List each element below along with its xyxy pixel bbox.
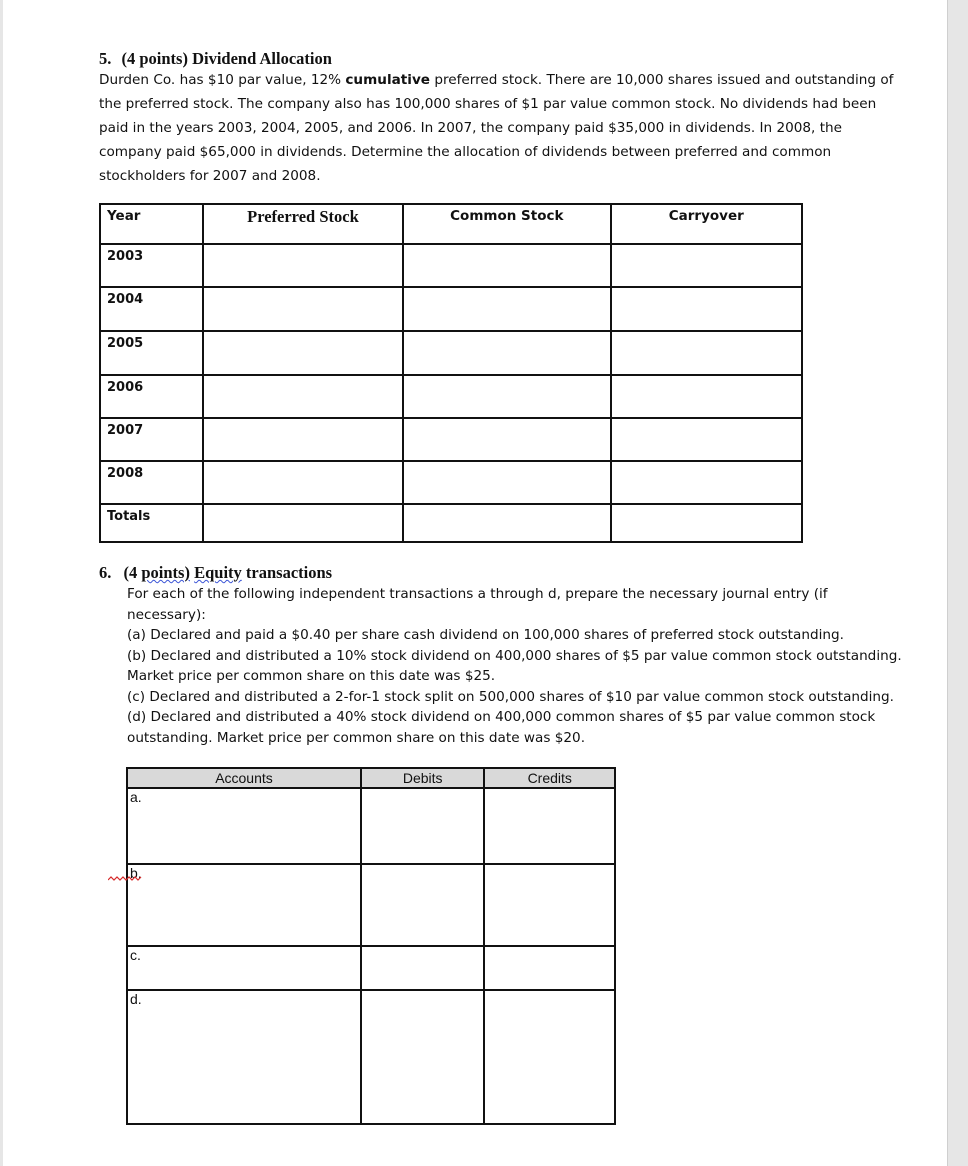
journal-row	[127, 864, 615, 946]
q5-number: 5.	[99, 49, 112, 68]
cell-credit[interactable]	[484, 864, 615, 946]
col-header-preferred-stock: Preferred Stock	[203, 204, 403, 244]
cell-common[interactable]	[403, 244, 610, 287]
q5-text-line: the preferred stock. The company also has 100,000 shares of $1 par value common stock. No dividends had been	[99, 96, 877, 112]
q6-item-b: (b) Declared and distributed a 10% stock dividend on 400,000 shares of $5 par value common stock outstanding.	[127, 647, 902, 664]
q5-heading	[99, 49, 332, 69]
cell-preferred[interactable]	[203, 244, 403, 287]
cell-preferred[interactable]	[203, 287, 403, 331]
cell-common[interactable]	[403, 418, 610, 461]
q5-text-line: company paid $65,000 in dividends. Determine the allocation of dividends between preferred and common	[99, 144, 832, 160]
q6-item-d: (d) Declared and distributed a 40% stock dividend on 400,000 common shares of $5 par value common stock	[127, 709, 876, 725]
q5-text: Durden Co. has $10 par value, 12%	[99, 72, 346, 88]
cell-preferred[interactable]	[203, 504, 403, 542]
journal-row	[127, 788, 615, 864]
page-edge-right	[947, 0, 968, 1166]
q6-text-line: For each of the following independent transactions a through d, prepare the necessary journal entry (if	[127, 586, 828, 602]
table-row	[100, 287, 802, 331]
q6-item-d-cont: outstanding. Market price per common share on this date was $20.	[127, 729, 586, 746]
table-row	[100, 375, 802, 418]
cell-credit[interactable]	[484, 946, 615, 990]
table-row	[100, 331, 802, 375]
cell-preferred[interactable]	[203, 418, 403, 461]
cell-preferred[interactable]	[203, 461, 403, 504]
col-header-carryover: Carryover	[611, 204, 803, 244]
cell-credit[interactable]	[484, 788, 615, 864]
cell-carryover[interactable]	[611, 244, 803, 287]
cell-carryover[interactable]	[611, 418, 803, 461]
q6-item-b-cont: Market price per common share on this date was $25.	[127, 668, 496, 684]
journal-row	[127, 946, 615, 990]
table-row	[100, 461, 802, 504]
row-label-totals: Totals	[100, 504, 203, 542]
cell-common[interactable]	[403, 287, 610, 331]
spellcheck-underline-equity: Equity	[194, 563, 242, 582]
q6-number: 6.	[99, 563, 112, 582]
col-header-debits: Debits	[361, 768, 485, 788]
table-row	[100, 504, 802, 542]
spellcheck-underline-points: points)	[141, 563, 190, 582]
cell-carryover[interactable]	[611, 461, 803, 504]
table-row	[100, 418, 802, 461]
cell-credit[interactable]	[484, 990, 615, 1124]
col-header-credits: Credits	[484, 768, 615, 788]
page-edge-left	[0, 0, 3, 1166]
cell-common[interactable]	[403, 461, 610, 504]
row-label-2004: 2004	[100, 287, 203, 331]
q6-item-c: (c) Declared and distributed a 2-for-1 stock split on 500,000 shares of $10 par value common stock outstanding.	[127, 688, 894, 705]
q6-title: (4 points) Equity transactions	[123, 563, 333, 582]
spellcheck-squiggle-icon	[108, 876, 142, 882]
cell-preferred[interactable]	[203, 331, 403, 375]
q5-title: (4 points) Dividend Allocation	[121, 49, 332, 68]
journal-row-a[interactable]: a.	[127, 788, 361, 864]
q6-paragraph	[127, 584, 927, 748]
col-header-common-stock: Common Stock	[403, 204, 610, 244]
journal-row	[127, 990, 615, 1124]
col-header-year: Year	[100, 204, 203, 244]
row-label-2003: 2003	[100, 244, 203, 287]
row-label-2005: 2005	[100, 331, 203, 375]
cell-debit[interactable]	[361, 864, 485, 946]
cell-carryover[interactable]	[611, 331, 803, 375]
table-header-row	[100, 204, 802, 244]
q5-text-line: stockholders for 2007 and 2008.	[99, 168, 321, 184]
cell-carryover[interactable]	[611, 504, 803, 542]
col-header-accounts: Accounts	[127, 768, 361, 788]
cell-debit[interactable]	[361, 788, 485, 864]
q6-text-line: necessary):	[127, 606, 206, 623]
row-label-2007: 2007	[100, 418, 203, 461]
journal-header-row	[127, 768, 615, 788]
journal-row-c[interactable]: c.	[127, 946, 361, 990]
row-label-2008: 2008	[100, 461, 203, 504]
q6-item-a: (a) Declared and paid a $0.40 per share cash dividend on 100,000 shares of preferred stock outstanding.	[127, 627, 844, 643]
cell-debit[interactable]	[361, 946, 485, 990]
cell-carryover[interactable]	[611, 375, 803, 418]
q5-text: preferred stock. There are 10,000 shares issued and outstanding of	[430, 72, 894, 88]
q5-text-line: paid in the years 2003, 2004, 2005, and 2006. In 2007, the company paid $35,000 in dividends. In 2008, the	[99, 120, 843, 136]
journal-row-d[interactable]: d.	[127, 990, 361, 1124]
journal-entry-table	[126, 767, 616, 1125]
cell-common[interactable]	[403, 375, 610, 418]
cell-common[interactable]	[403, 331, 610, 375]
q5-paragraph	[99, 68, 899, 188]
cell-debit[interactable]	[361, 990, 485, 1124]
table-row	[100, 244, 802, 287]
cell-carryover[interactable]	[611, 287, 803, 331]
row-label-2006: 2006	[100, 375, 203, 418]
dividend-allocation-table	[99, 203, 803, 543]
cell-common[interactable]	[403, 504, 610, 542]
q5-cumulative-emphasis: cumulative	[345, 72, 431, 88]
journal-row-b[interactable]: b.	[127, 864, 361, 946]
cell-preferred[interactable]	[203, 375, 403, 418]
q6-heading	[99, 563, 332, 583]
